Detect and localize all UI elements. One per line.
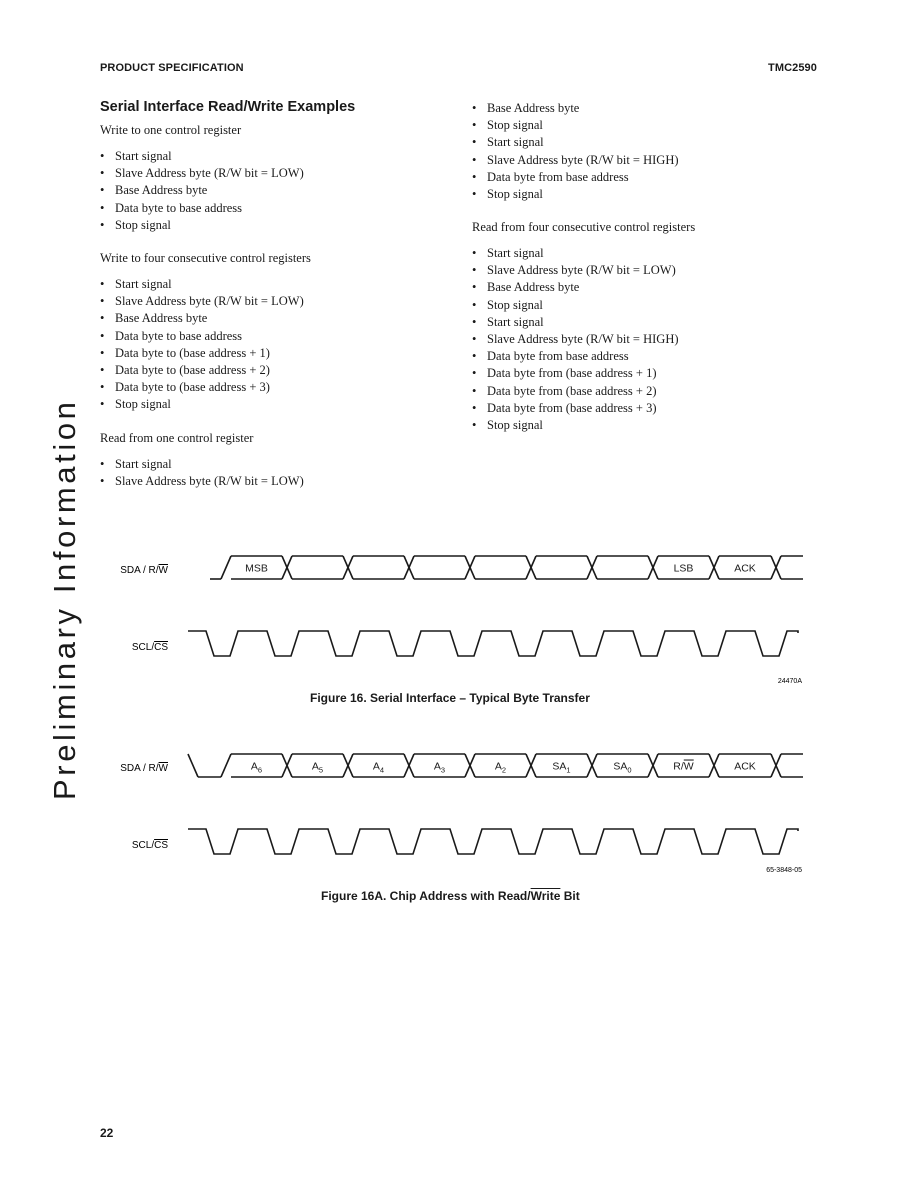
- scl-waveform: [188, 829, 798, 854]
- header-right: TMC2590: [768, 62, 817, 74]
- sda-waveform: [210, 556, 803, 579]
- bit-cell-label: $A_3$: [433, 760, 446, 775]
- bit-cell-label: LSB: [673, 562, 694, 575]
- list-item: • Stop signal: [472, 297, 679, 314]
- list-item: • Data byte from base address: [472, 348, 679, 365]
- list-item: • Start signal: [100, 148, 304, 165]
- scl-clock-line: [188, 631, 798, 656]
- list-item: • Data byte from (base address + 2): [472, 383, 679, 400]
- sda-transition: [221, 754, 231, 777]
- list-item: • Start signal: [100, 456, 304, 473]
- list-item: • Base Address byte: [472, 100, 679, 117]
- bit-cell-label: ACK: [734, 760, 756, 773]
- list-item: • Data byte from (base address + 1): [472, 365, 679, 382]
- figure-16a-diagram: [120, 754, 803, 874]
- header-left: PRODUCT SPECIFICATION: [100, 62, 244, 74]
- bit-cell-label: $SA_1$: [552, 760, 571, 775]
- scl-waveform: [188, 631, 798, 656]
- list-item: • Stop signal: [100, 217, 304, 234]
- bit-cell-label: R/W: [673, 760, 694, 773]
- list-item: • Slave Address byte (R/W bit = LOW): [100, 473, 304, 490]
- list-item: • Data byte to base address: [100, 328, 304, 345]
- list-item: • Data byte to (base address + 1): [100, 345, 304, 362]
- list-item: • Stop signal: [472, 186, 679, 203]
- list-item: • Slave Address byte (R/W bit = LOW): [472, 262, 679, 279]
- scl-label: SCL/CS: [131, 840, 168, 851]
- sda-label: SDA / R/W: [120, 763, 168, 774]
- bit-cell-label: $SA_0$: [613, 760, 632, 775]
- col2-heading: Read from four consecutive control registers: [472, 220, 696, 234]
- list-item: • Data byte from (base address + 3): [472, 400, 679, 417]
- list-item: • Start signal: [472, 134, 679, 151]
- scl-label: SCL/CS: [131, 642, 168, 653]
- list-item: • Data byte to (base address + 2): [100, 362, 304, 379]
- section-title: Serial Interface Read/Write Examples: [100, 99, 356, 115]
- sda-waveform: [188, 754, 803, 777]
- bit-cell-label: MSB: [245, 562, 268, 575]
- sda-start-edge: [188, 754, 198, 777]
- list-item: • Slave Address byte (R/W bit = HIGH): [472, 152, 679, 169]
- list-item: • Data byte to (base address + 3): [100, 379, 304, 396]
- list-item: • Slave Address byte (R/W bit = LOW): [100, 165, 304, 182]
- list-item: • Start signal: [100, 276, 304, 293]
- sda-transition: [221, 556, 231, 579]
- col1-heading-1: Write to one control register: [100, 123, 242, 137]
- list-item: • Data byte to base address: [100, 200, 304, 217]
- bit-cell-label: $A_2$: [494, 760, 507, 775]
- bit-cell-label: ACK: [734, 562, 756, 575]
- sidebar-watermark: Preliminary Information: [47, 398, 82, 800]
- figure-code: 24470A: [777, 678, 802, 685]
- list-item: • Stop signal: [472, 117, 679, 134]
- figure-16a-caption: Figure 16A. Chip Address with Read/Write Bit: [321, 889, 580, 903]
- figure-code: 65-3848-05: [766, 867, 802, 874]
- page-number: 22: [100, 1126, 114, 1140]
- list-item: • Slave Address byte (R/W bit = HIGH): [472, 331, 679, 348]
- list-item: • Stop signal: [472, 417, 679, 434]
- list-item: • Start signal: [472, 245, 679, 262]
- list-item: • Start signal: [472, 314, 679, 331]
- col1-heading-2: Write to four consecutive control registers: [100, 251, 311, 265]
- col1-heading-3: Read from one control register: [100, 431, 254, 445]
- list-item: • Slave Address byte (R/W bit = LOW): [100, 293, 304, 310]
- sda-label: SDA / R/W: [120, 565, 168, 576]
- list-item: • Base Address byte: [100, 310, 304, 327]
- list-item: • Stop signal: [100, 396, 304, 413]
- figure-16-diagram: [120, 556, 803, 685]
- figure-16-caption: Figure 16. Serial Interface – Typical Byte Transfer: [310, 691, 590, 705]
- list-item: • Data byte from base address: [472, 169, 679, 186]
- list-item: • Base Address byte: [472, 279, 679, 296]
- list-item: • Base Address byte: [100, 182, 304, 199]
- bit-cell-label: $A_4$: [372, 760, 385, 775]
- bit-cell-label: $A_5$: [311, 760, 324, 775]
- bit-cell-label: $A_6$: [250, 760, 263, 775]
- scl-clock-line: [188, 829, 798, 854]
